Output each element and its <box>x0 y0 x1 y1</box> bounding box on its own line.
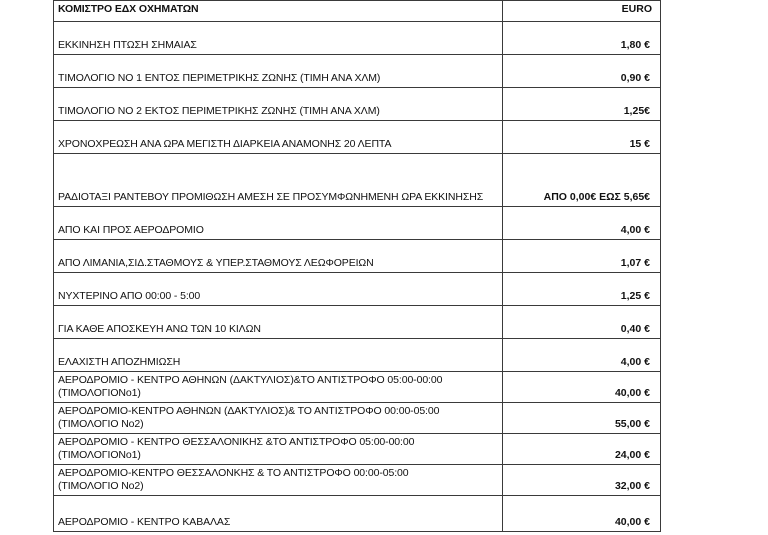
row-price: 24,00 € <box>503 434 661 465</box>
row-price: 1,25 € <box>503 273 661 306</box>
row-price: 32,00 € <box>503 465 661 496</box>
table-row <box>54 306 661 339</box>
row-label: ΡΑΔΙΟΤΑΞΙ ΡΑΝΤΕΒΟΥ ΠΡΟΜΙΘΩΣΗ ΑΜΕΣΗ ΣΕ ΠΡΟΣΥΜΦΩΝΗΜΕΝΗ ΩΡΑ ΕΚΚΙΝΗΣΗΣ <box>54 154 503 207</box>
row-price: 15 € <box>503 121 661 154</box>
row-label: ΑΕΡΟΔΡΟΜΙΟ-ΚΕΝΤΡΟ ΑΘΗΝΩΝ (ΔΑΚΤΥΛΙΟΣ)& ΤΟ ΑΝΤΙΣΤΡΟΦΟ 00:00-05:00 (ΤΙΜΟΛΟΓΙΟ Νο2) <box>54 403 503 434</box>
table-header-row <box>54 1 661 22</box>
row-price: 4,00 € <box>503 339 661 372</box>
header-label: ΚΟΜΙΣΤΡΟ ΕΔΧ ΟΧΗΜΑΤΩΝ <box>54 1 503 22</box>
table-row <box>54 88 661 121</box>
table-row <box>54 207 661 240</box>
row-label: ΑΠΟ ΚΑΙ ΠΡΟΣ ΑΕΡΟΔΡΟΜΙΟ <box>54 207 503 240</box>
table-row <box>54 434 661 465</box>
row-label: ΝΥΧΤΕΡΙΝΟ ΑΠΟ 00:00 - 5:00 <box>54 273 503 306</box>
table-row <box>54 273 661 306</box>
row-price: 1,25€ <box>503 88 661 121</box>
table-row <box>54 496 661 532</box>
row-label: ΑΕΡΟΔΡΟΜΙΟ - ΚΕΝΤΡΟ ΚΑΒΑΛΑΣ <box>54 496 503 532</box>
row-price: 0,40 € <box>503 306 661 339</box>
row-price: 4,00 € <box>503 207 661 240</box>
table-row <box>54 465 661 496</box>
row-label: ΑΕΡΟΔΡΟΜΙΟ-ΚΕΝΤΡΟ ΘΕΣΣΑΛΟΝΚΗΣ & ΤΟ ΑΝΤΙΣΤΡΟΦΟ 00:00-05:00 (ΤΙΜΟΛΟΓΙΟ Νο2) <box>54 465 503 496</box>
table-row <box>54 121 661 154</box>
row-price: 40,00 € <box>503 496 661 532</box>
table-row <box>54 55 661 88</box>
table-row <box>54 339 661 372</box>
row-price: 40,00 € <box>503 372 661 403</box>
row-label: ΤΙΜΟΛΟΓΙΟ ΝΟ 2 ΕΚΤΟΣ ΠΕΡΙΜΕΤΡΙΚΗΣ ΖΩΝΗΣ (ΤΙΜΗ ΑΝΑ ΧΛΜ) <box>54 88 503 121</box>
row-price: 55,00 € <box>503 403 661 434</box>
row-price: 0,90 € <box>503 55 661 88</box>
row-label: ΕΚΚΙΝΗΣΗ ΠΤΩΣΗ ΣΗΜΑΙΑΣ <box>54 22 503 55</box>
row-label: ΑΕΡΟΔΡΟΜΙΟ - ΚΕΝΤΡΟ ΑΘΗΝΩΝ (ΔΑΚΤΥΛΙΟΣ)&ΤΟ ΑΝΤΙΣΤΡΟΦΟ 05:00-00:00 (ΤΙΜΟΛΟΓΙΟΝο1) <box>54 372 503 403</box>
header-currency: EURO <box>503 1 661 22</box>
table-row <box>54 403 661 434</box>
fare-table <box>53 0 661 532</box>
table-row <box>54 372 661 403</box>
row-price: ΑΠΟ 0,00€ ΕΩΣ 5,65€ <box>503 154 661 207</box>
table-row <box>54 22 661 55</box>
row-label: ΑΠΟ ΛΙΜΑΝΙΑ,ΣΙΔ.ΣΤΑΘΜΟΥΣ & ΥΠΕΡ.ΣΤΑΘΜΟΥΣ ΛΕΩΦΟΡΕΙΩΝ <box>54 240 503 273</box>
row-price: 1,80 € <box>503 22 661 55</box>
table-row <box>54 240 661 273</box>
row-label: ΓΙΑ ΚΑΘΕ ΑΠΟΣΚΕΥΗ ΑΝΩ ΤΩΝ 10 ΚΙΛΩΝ <box>54 306 503 339</box>
table-row <box>54 154 661 207</box>
row-price: 1,07 € <box>503 240 661 273</box>
row-label: ΑΕΡΟΔΡΟΜΙΟ - ΚΕΝΤΡΟ ΘΕΣΣΑΛΟΝΙΚΗΣ &ΤΟ ΑΝΤΙΣΤΡΟΦΟ 05:00-00:00 (ΤΙΜΟΛΟΓΙΟΝο1) <box>54 434 503 465</box>
row-label: ΕΛΑΧΙΣΤΗ ΑΠΟΖΗΜΙΩΣΗ <box>54 339 503 372</box>
row-label: ΧΡΟΝΟΧΡΕΩΣΗ ΑΝΑ ΩΡΑ ΜΕΓΙΣΤΗ ΔΙΑΡΚΕΙΑ ΑΝΑΜΟΝΗΣ 20 ΛΕΠΤΑ <box>54 121 503 154</box>
row-label: ΤΙΜΟΛΟΓΙΟ ΝΟ 1 ΕΝΤΟΣ ΠΕΡΙΜΕΤΡΙΚΗΣ ΖΩΝΗΣ (ΤΙΜΗ ΑΝΑ ΧΛΜ) <box>54 55 503 88</box>
